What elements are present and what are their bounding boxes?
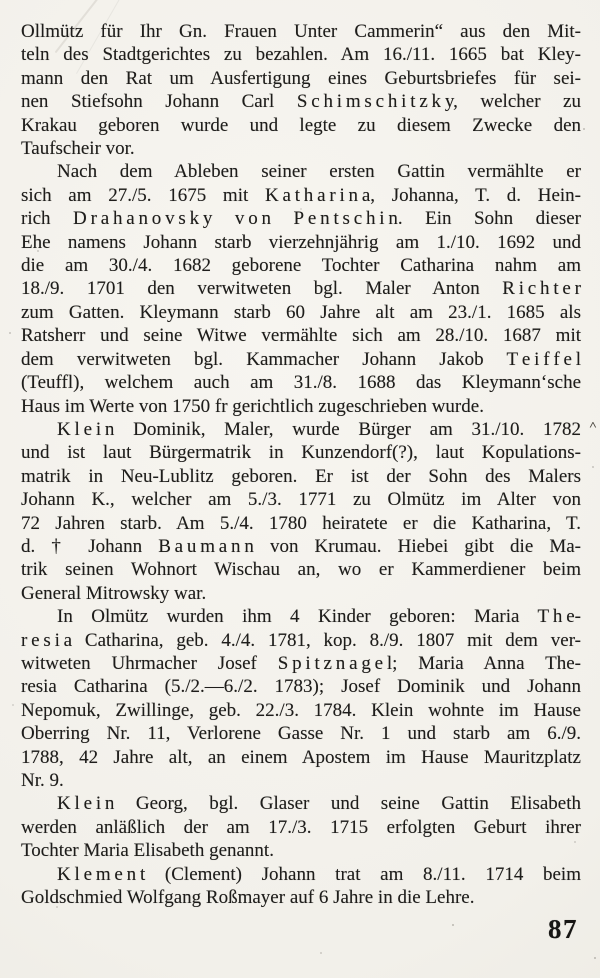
text-line: Ehe namens Johann starb vierzehnjährig am 1./10. 1692 und <box>21 231 581 253</box>
text-line: die am 30./4. 1682 geborene Tochter Catharina nahm am <box>21 255 581 277</box>
text-line: Oberring Nr. 11, Verlorene Gasse Nr. 1 und starb am 6./9. <box>21 723 581 745</box>
text-line: 1788, 42 Jahre alt, an einem Apostem im Hause Mauritzplatz <box>21 746 581 768</box>
text-line: zum Gatten. Kleymann starb 60 Jahre alt am 23./1. 1685 als <box>21 301 581 323</box>
text-line: und ist laut Bürgermatrik in Kunzendorf(?), laut Kopulations- <box>21 442 581 464</box>
text-line: K l e m e n t (Clement) Johann trat am 8./11. 1714 beim <box>57 863 581 885</box>
text-line: 72 Jahren starb. Am 5./4. 1780 heiratete er die Katharina, T. <box>21 512 581 534</box>
text-line: 18./9. 1701 den verwitweten bgl. Maler Anton R i c h t e r <box>21 278 581 300</box>
paragraph <box>21 605 581 792</box>
text-line: Nepomuk, Zwillinge, geb. 22./3. 1784. Klein wohnte im Hause <box>21 699 581 721</box>
paragraph <box>21 863 581 910</box>
text-line: Nr. 9. <box>21 770 64 791</box>
text-line: In Olmütz wurden ihm 4 Kinder geboren: Maria T h e- <box>57 606 581 628</box>
paragraph <box>21 792 581 862</box>
body-text <box>21 20 581 909</box>
paragraph <box>21 160 581 417</box>
text-line: witweten Uhrmacher Josef S p i t z n a g e l; Maria Anna The- <box>21 652 581 674</box>
text-line: Johann K., welcher am 5./3. 1771 zu Olmütz im Alter von <box>21 489 581 511</box>
text-line: Nach dem Ableben seiner ersten Gattin vermählte er <box>57 161 581 183</box>
text-line: Taufscheir vor. <box>21 138 135 160</box>
text-line: d. † Johann B a u m a n n von Krumau. Hiebei gibt die Ma- <box>21 535 581 557</box>
text-line: Tochter Maria Elisabeth genannt. <box>21 840 274 862</box>
scan-speckles <box>0 0 2 2</box>
text-line: rich D r a h a n o v s k y v o n P e n t s c h i n. Ein Sohn dieser <box>21 208 581 230</box>
text-line: Ratsherr und seine Witwe vermählte sich am 28./10. 1687 mit <box>21 325 581 347</box>
text-line: werden anläßlich der am 17./3. 1715 erfolgten Geburt ihrer <box>21 816 581 838</box>
text-line: resia Catharina (5./2.—6./2. 1783); Josef Dominik und Johann <box>21 676 581 698</box>
text-line: Ollmütz für Ihr Gn. Frauen Unter Cammerin“ aus den Mit- <box>21 21 581 42</box>
paragraph <box>21 20 581 160</box>
text-line: General Mitrowsky war. <box>21 582 207 604</box>
text-line: mann den Rat um Ausfertigung eines Geburtsbriefes für sei- <box>21 67 581 89</box>
text-line: K l e i n Dominik, Maler, wurde Bürger am 31./10. 1782 <box>57 418 581 440</box>
text-line: dem verwitweten bgl. Kammacher Johann Jakob T e i f f e l <box>21 348 581 370</box>
text-line: teln des Stadtgerichtes zu bezahlen. Am 16./11. 1665 bat Kley- <box>21 44 581 66</box>
text-line: Haus im Werte von 1750 fr gerichtlich zugeschrieben wurde. <box>21 395 484 417</box>
margin-annotation-mark: ^ <box>588 420 597 433</box>
text-line: K l e i n Georg, bgl. Glaser und seine Gattin Elisabeth <box>57 793 581 815</box>
text-line: Krakau geboren wurde und legte zu diesem Zwecke den <box>21 114 581 136</box>
text-line: nen Stiefsohn Johann Carl S c h i m s c h i t z k y, welcher zu <box>21 91 581 113</box>
page-number: 87 <box>548 914 578 944</box>
text-line: sich am 27./5. 1675 mit K a t h a r i n a, Johanna, T. d. Hein- <box>21 184 581 206</box>
text-line: Goldschmied Wolfgang Roßmayer auf 6 Jahre in die Lehre. <box>21 887 475 909</box>
text-line: trik seinen Wohnort Wischau an, wo er Kammerdiener beim <box>21 559 581 581</box>
text-line: (Teuffl), welchem auch am 31./8. 1688 das Kleymann‘sche <box>21 372 581 394</box>
text-line: r e s i a Catharina, geb. 4./4. 1781, kop. 8./9. 1807 mit dem ver- <box>21 629 581 651</box>
text-line: matrik in Neu-Lublitz geboren. Er ist der Sohn des Malers <box>21 465 581 487</box>
paragraph <box>21 418 581 605</box>
